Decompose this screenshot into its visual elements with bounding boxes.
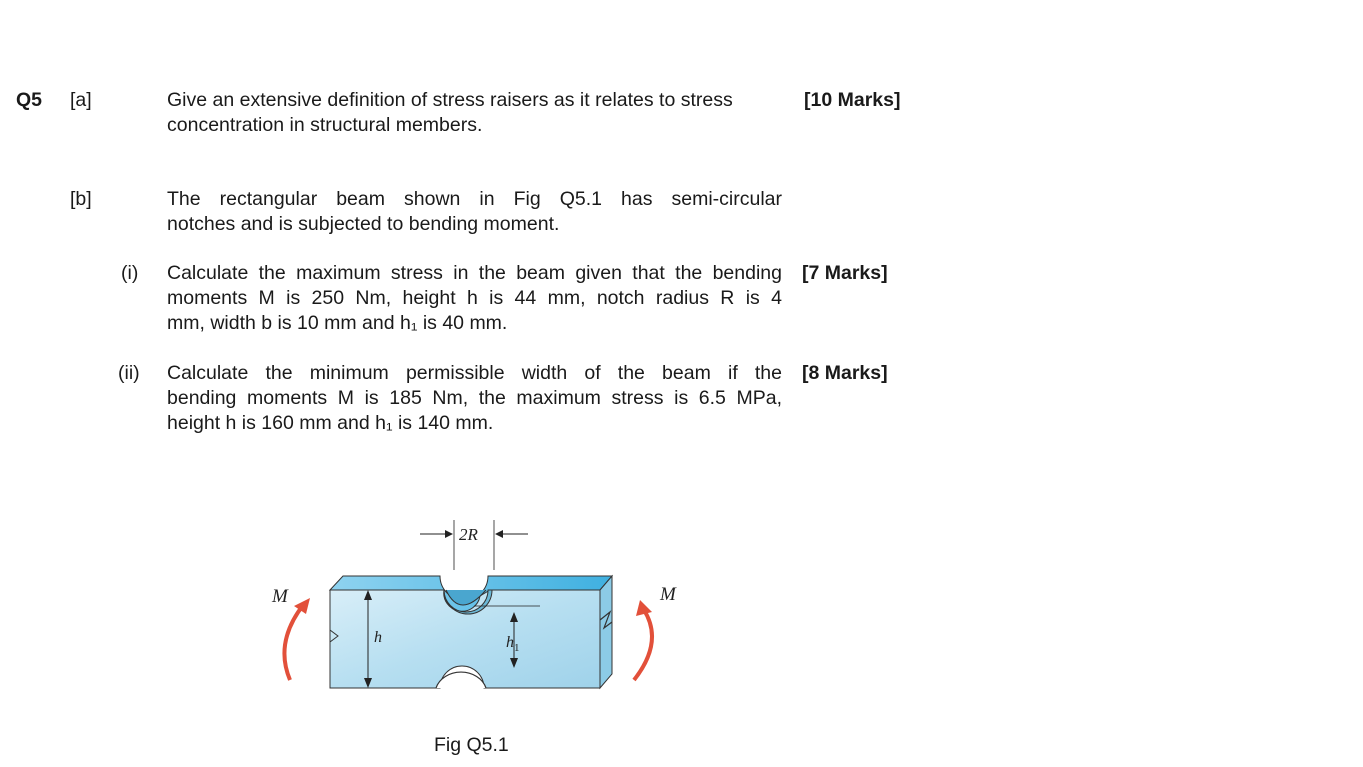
right-moment-arrow [634, 610, 652, 680]
sub-i-label: (i) [121, 262, 139, 284]
sub-i-line-1: Calculate the maximum stress in the beam given that the bending [167, 262, 782, 284]
part-a-line-1: Give an extensive definition of stress raisers as it relates to stress [167, 89, 733, 111]
part-b-label: [b] [70, 188, 92, 210]
part-b-text [167, 187, 782, 237]
sub-i-text [167, 261, 782, 336]
sub-ii-text [167, 361, 782, 436]
sub-ii-line-2: bending moments M is 185 Nm, the maximum stress is 6.5 MPa, [167, 387, 782, 409]
sub-ii-line-3: height h is 160 mm and h₁ is 140 mm. [167, 412, 494, 434]
sub-ii-line-1: Calculate the minimum permissible width of the beam if the [167, 362, 782, 384]
h1-subscript: 1 [514, 642, 520, 654]
left-moment-arrow [284, 604, 304, 680]
part-b-line-2: notches and is subjected to bending moment. [167, 213, 560, 235]
question-number: Q5 [16, 89, 43, 111]
part-b-line-1: The rectangular beam shown in Fig Q5.1 has semi-circular [167, 188, 782, 210]
figure-caption: Fig Q5.1 [434, 734, 509, 756]
part-a-text [167, 88, 787, 138]
notch-width-label: 2R [459, 525, 478, 544]
beam-figure [260, 510, 680, 715]
beam-diagram [260, 510, 680, 715]
sub-i-line-3: mm, width b is 10 mm and h₁ is 40 mm. [167, 312, 508, 334]
beam-right-face [600, 576, 612, 688]
h1-label: h [506, 634, 514, 651]
part-a-label: [a] [70, 89, 92, 111]
sub-i-line-2: moments M is 250 Nm, height h is 44 mm, notch radius R is 4 [167, 287, 782, 309]
part-a-marks: [10 Marks] [804, 89, 901, 111]
part-a-line-2: concentration in structural members. [167, 114, 483, 136]
right-moment-label: M [660, 584, 676, 605]
sub-ii-label: (ii) [118, 362, 140, 384]
left-moment-label: M [272, 586, 288, 607]
sub-i-marks: [7 Marks] [802, 262, 888, 284]
sub-ii-marks: [8 Marks] [802, 362, 888, 384]
height-label: h [374, 629, 382, 646]
